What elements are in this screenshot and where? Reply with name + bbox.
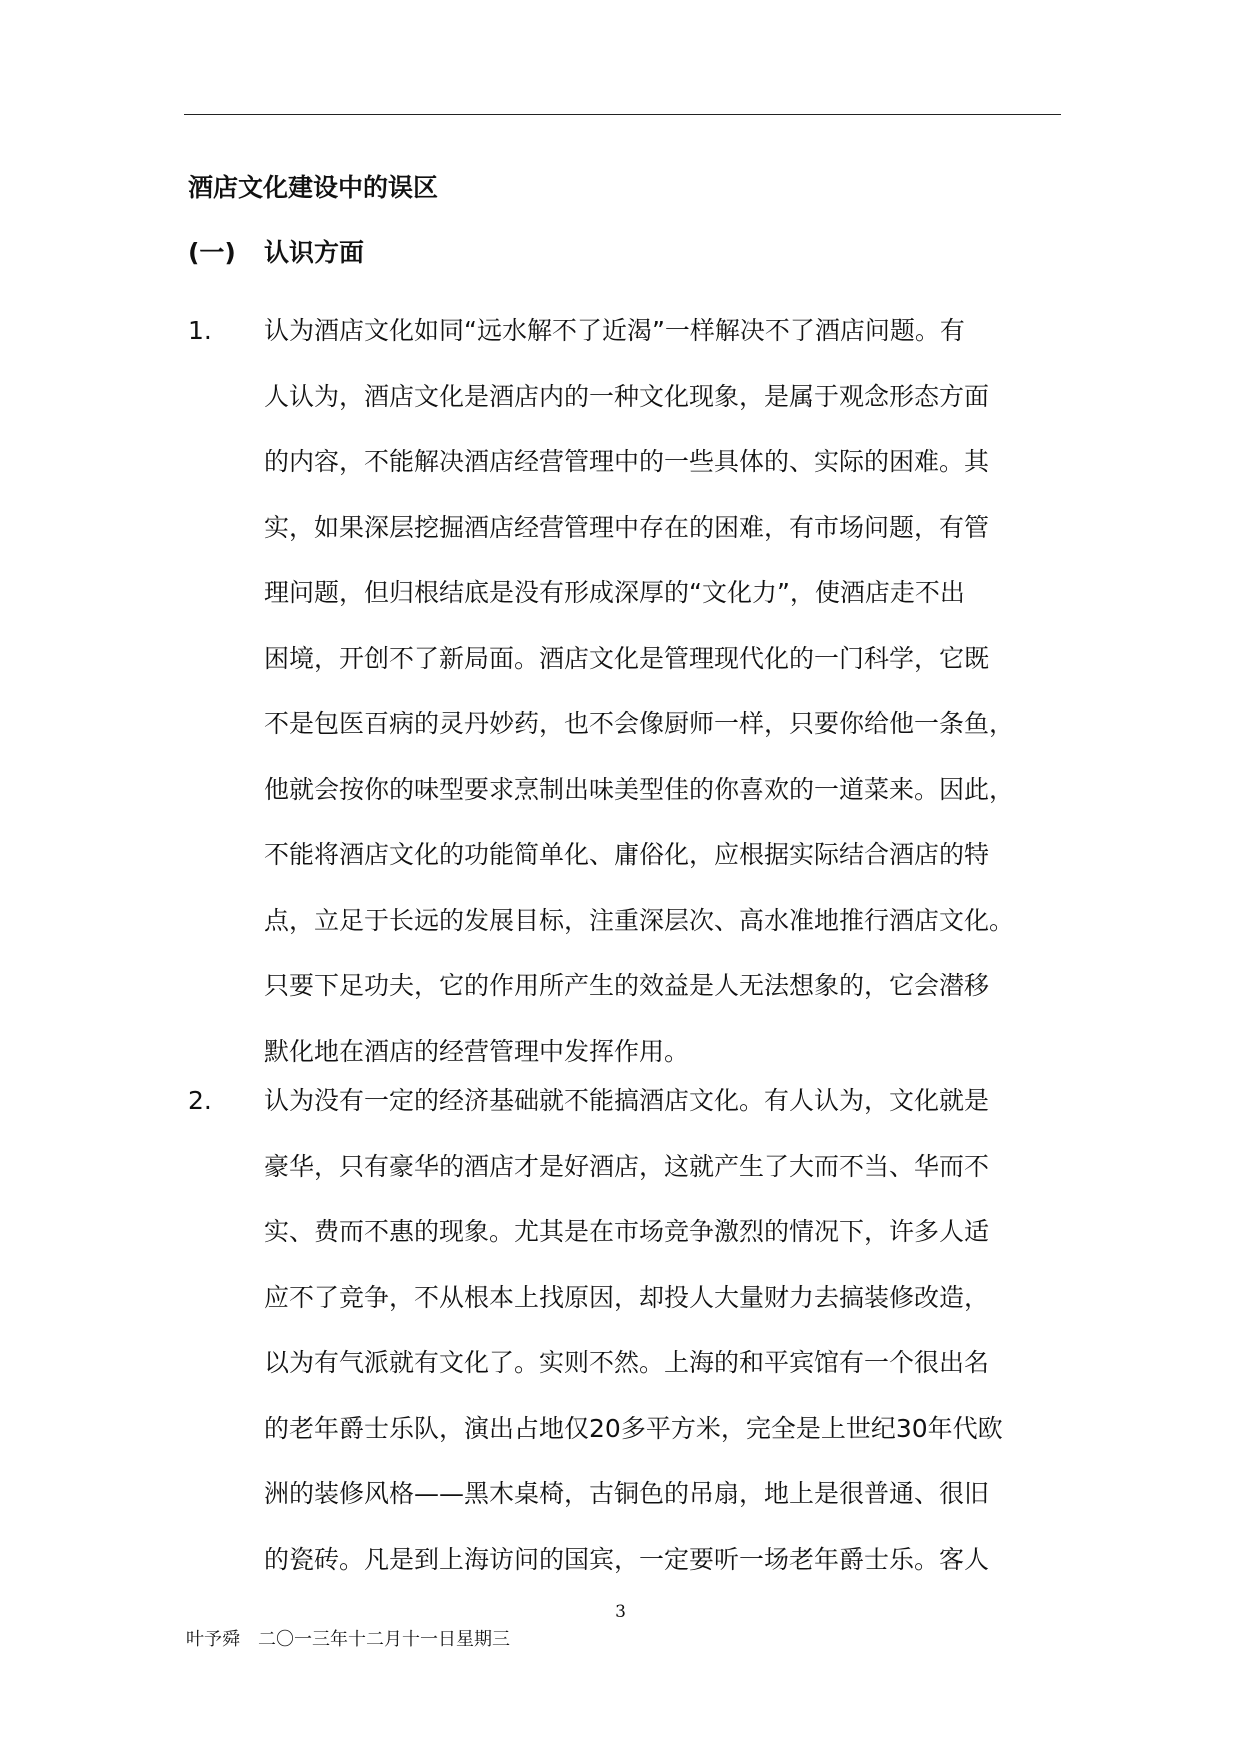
text-line: 应不了竞争，不从根本上找原因，却投人大量财力去搞装修改造， bbox=[264, 1282, 990, 1312]
text-line: 的瓷砖。凡是到上海访问的国宾，一定要听一场老年爵士乐。客人 bbox=[264, 1544, 990, 1574]
list-item-text bbox=[264, 298, 1072, 1084]
list-item-number: 2. bbox=[188, 1086, 212, 1115]
section-heading bbox=[188, 233, 364, 273]
text-line: 认为酒店文化如同“远水解不了近渴”一样解决不了酒店问题。有 bbox=[264, 316, 965, 345]
list-item-number: 1. bbox=[188, 316, 212, 345]
text-line: 洲的装修风格——黑木桌椅，古铜色的吊扇，地上是很普通、很旧 bbox=[264, 1479, 990, 1508]
text-line: 认为没有一定的经济基础就不能搞酒店文化。有人认为，文化就是 bbox=[264, 1086, 990, 1115]
text-line: 他就会按你的味型要求烹制出味美型佳的你喜欢的一道菜来。因此， bbox=[264, 774, 1015, 804]
list-item-text bbox=[264, 1068, 1072, 1592]
text-line: 人认为，酒店文化是酒店内的一种文化现象，是属于观念形态方面 bbox=[264, 381, 990, 411]
text-line: 实，如果深层挖掘酒店经营管理中存在的困难，有市场问题，有管 bbox=[264, 512, 990, 542]
document-title: 酒店文化建设中的误区 bbox=[188, 173, 439, 202]
section-title: 认识方面 bbox=[264, 238, 365, 267]
header-rule bbox=[184, 114, 1061, 115]
text-line: 的老年爵士乐队，演出占地仅20多平方米，完全是上世纪30年代欧 bbox=[264, 1413, 1003, 1443]
footer-author-date: 叶予舜 二〇一三年十二月十一日星期三 bbox=[186, 1629, 510, 1650]
text-line: 不是包医百病的灵丹妙药，也不会像厨师一样，只要你给他一条鱼， bbox=[264, 709, 1015, 738]
text-line: 只要下足功夫，它的作用所产生的效益是人无法想象的，它会潜移 bbox=[264, 971, 990, 1000]
text-line: 实、费而不惠的现象。尤其是在市场竞争激烈的情况下，许多人适 bbox=[264, 1217, 990, 1246]
section-number: (一) bbox=[188, 238, 236, 267]
text-line: 理问题，但归根结底是没有形成深厚的“文化力”，使酒店走不出 bbox=[264, 578, 965, 607]
page-number: 3 bbox=[615, 1602, 626, 1622]
text-line: 困境，开创不了新局面。酒店文化是管理现代化的一门科学，它既 bbox=[264, 643, 990, 673]
text-line: 以为有气派就有文化了。实则不然。上海的和平宾馆有一个很出名 bbox=[264, 1348, 990, 1377]
text-line: 默化地在酒店的经营管理中发挥作用。 bbox=[264, 1036, 690, 1066]
text-line: 豪华，只有豪华的酒店才是好酒店，这就产生了大而不当、华而不 bbox=[264, 1151, 990, 1181]
text-line: 点，立足于长远的发展目标，注重深层次、高水准地推行酒店文化。 bbox=[264, 905, 1015, 935]
text-line: 不能将酒店文化的功能简单化、庸俗化，应根据实际结合酒店的特 bbox=[264, 840, 990, 869]
text-line: 的内容，不能解决酒店经营管理中的一些具体的、实际的困难。其 bbox=[264, 447, 990, 476]
